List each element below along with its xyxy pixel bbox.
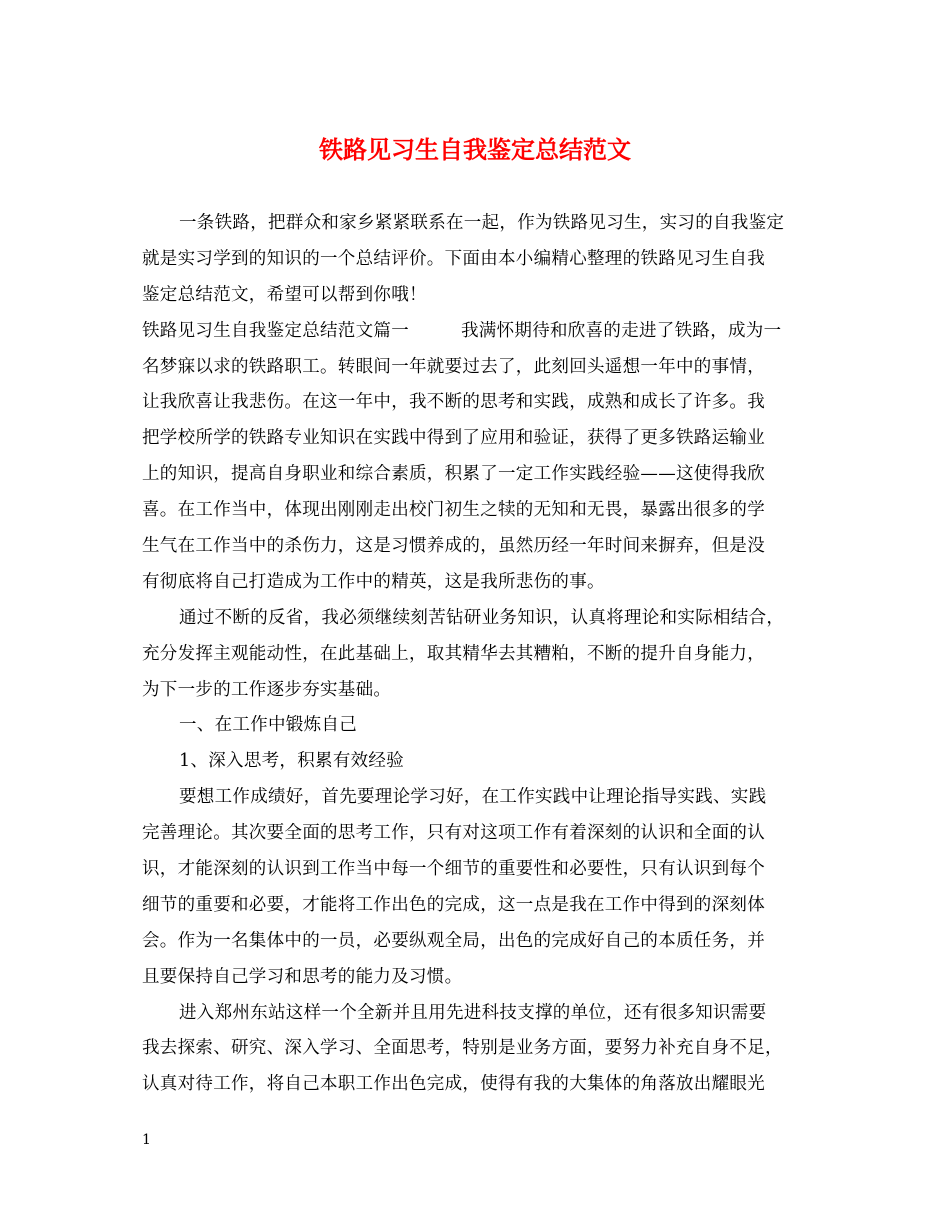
- body-line: 生气在工作当中的杀伤力，这是习惯养成的，虽然历经一年时间来摒弃，但是没: [142, 536, 765, 557]
- body-line: 完善理论。其次要全面的思考工作，只有对这项工作有着深刻的认识和全面的认: [142, 823, 765, 844]
- body-line: 我去探索、研究、深入学习、全面思考，特别是业务方面，要努力补充自身不足，: [142, 1038, 783, 1059]
- body-line: 通过不断的反省，我必须继续刻苦钻研业务知识，认真将理论和实际相结合，: [179, 607, 785, 628]
- body-line: 会。作为一名集体中的一员，必要纵观全局，出色的完成好自己的本质任务，并: [142, 930, 765, 951]
- subheading: 一、在工作中锻炼自己: [179, 715, 357, 736]
- body-line: 充分发挥主观能动性，在此基础上，取其精华去其糟粕，不断的提升自身能力，: [142, 643, 765, 664]
- body-line: 就是实习学到的知识的一个总结评价。下面由本小编精心整理的铁路见习生自我: [142, 248, 765, 269]
- body-line: 把学校所学的铁路专业知识在实践中得到了应用和验证，获得了更多铁路运输业: [142, 428, 765, 449]
- body-line: 喜。在工作当中，体现出刚刚走出校门初生之犊的无知和无畏，暴露出很多的学: [142, 500, 765, 521]
- body-line: 一条铁路，把群众和家乡紧紧联系在一起，作为铁路见习生，实习的自我鉴定: [179, 213, 785, 233]
- body-line: 名梦寐以求的铁路职工。转眼间一年就要过去了，此刻回头遥想一年中的事情，: [142, 356, 765, 377]
- body-line: 细节的重要和必要，才能将工作出色的完成，这一点是我在工作中得到的深刻体: [142, 894, 765, 915]
- document-title: 铁路见习生自我鉴定总结范文: [319, 135, 631, 164]
- body-line: 认真对待工作，将自己本职工作出色完成，使得有我的大集体的角落放出耀眼光: [142, 1074, 765, 1095]
- body-line: 上的知识，提高自身职业和综合素质，积累了一定工作实践经验——这使得我欣: [142, 464, 765, 485]
- body-line: 为下一步的工作逐步夯实基础。: [142, 679, 392, 700]
- section-heading-line: [142, 314, 822, 350]
- body-line: 鉴定总结范文，希望可以帮到你哦！: [142, 284, 427, 305]
- subheading: 1、深入思考，积累有效经验: [179, 751, 405, 772]
- body-line: 识，才能深刻的认识到工作当中每一个细节的重要性和必要性，只有认识到每个: [142, 859, 765, 880]
- body-line: 且要保持自己学习和思考的能力及习惯。: [142, 966, 463, 987]
- document-body: [142, 206, 822, 1103]
- body-line: 要想工作成绩好，首先要理论学习好，在工作实践中让理论指导实践、实践: [179, 787, 767, 808]
- body-line: 我满怀期待和欣喜的走进了铁路，成为一: [461, 320, 782, 341]
- body-line: 进入郑州东站这样一个全新并且用先进科技支撑的单位，还有很多知识需要: [179, 1002, 767, 1023]
- section-heading: 铁路见习生自我鉴定总结范文篇一: [142, 320, 409, 341]
- body-line: 让我欣喜让我悲伤。在这一年中，我不断的思考和实践，成熟和成长了许多。我: [142, 392, 765, 413]
- body-line: 有彻底将自己打造成为工作中的精英，这是我所悲伤的事。: [142, 571, 605, 592]
- page-number: 1: [142, 1132, 151, 1148]
